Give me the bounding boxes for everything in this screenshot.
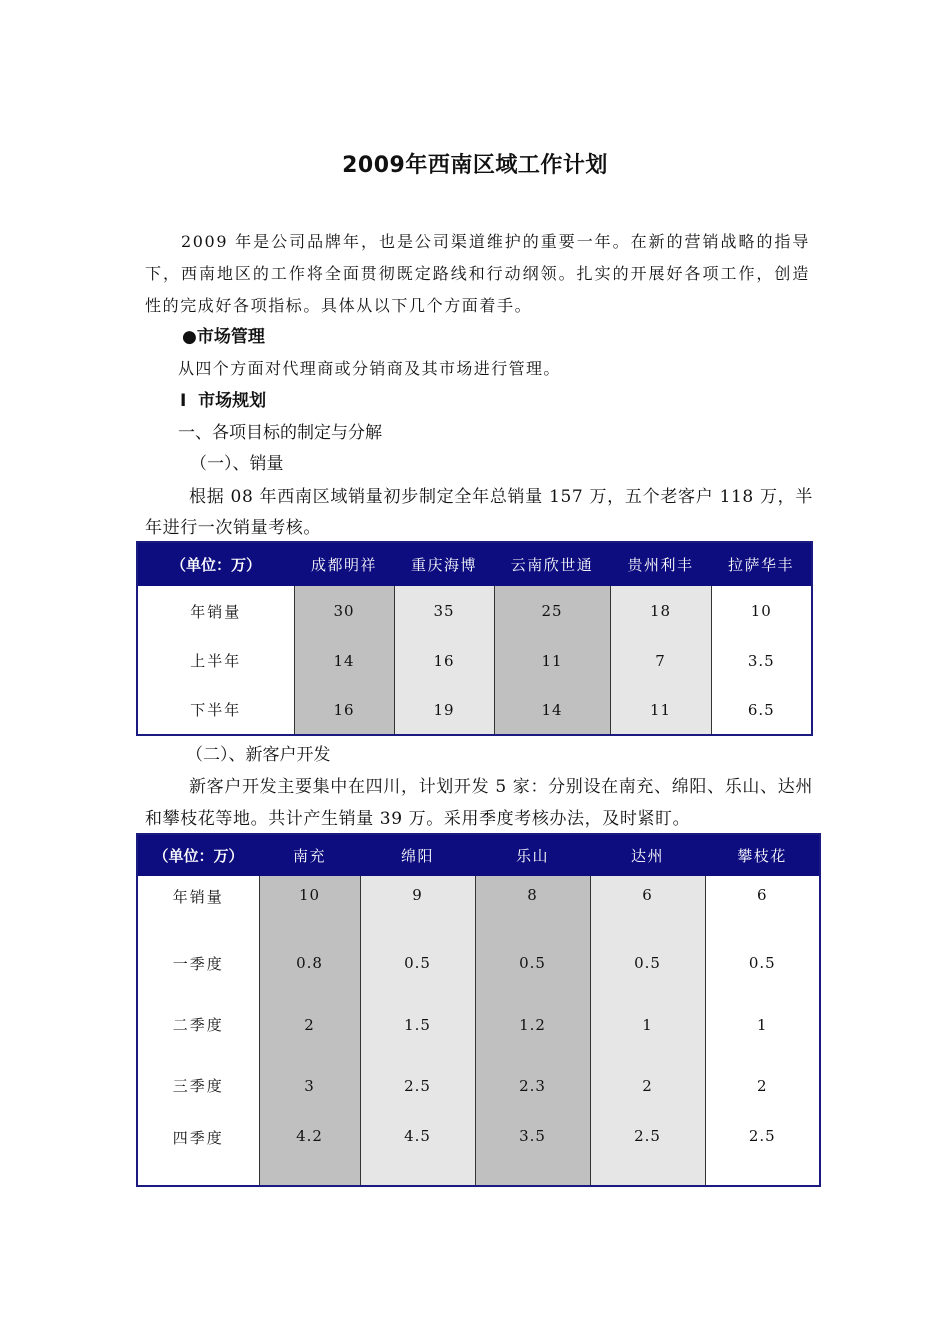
table-cell: 16	[294, 685, 394, 735]
table-cell: 16	[394, 636, 494, 685]
table-cell: 14	[494, 685, 610, 735]
row-label: 一季度	[137, 932, 259, 994]
table-cell: 11	[610, 685, 711, 735]
table-row	[137, 932, 820, 994]
table-row	[137, 1116, 820, 1186]
subheading-sales: （一）、销量	[190, 454, 284, 474]
item-heading-targets: 一、各项目标的制定与分解	[178, 423, 382, 443]
table-cell: 14	[294, 636, 394, 685]
table-cell: 9	[360, 876, 475, 932]
table-cell: 0.5	[360, 932, 475, 994]
table-cell: 30	[294, 586, 394, 636]
table-cell: 0.5	[590, 932, 705, 994]
table-cell: 2	[259, 994, 360, 1055]
row-label: 上半年	[137, 636, 294, 685]
column-header: 乐山	[475, 834, 590, 876]
column-header: 云南欣世通	[494, 542, 610, 586]
table-cell: 6	[705, 876, 820, 932]
column-header: 拉萨华丰	[711, 542, 812, 586]
column-header: 成都明祥	[294, 542, 394, 586]
table-cell: 1	[705, 994, 820, 1055]
table-cell: 3	[259, 1055, 360, 1116]
table-cell: 0.5	[705, 932, 820, 994]
table-cell: 6	[590, 876, 705, 932]
market-description: 从四个方面对代理商或分销商及其市场进行管理。	[178, 359, 561, 378]
page-title: 2009年西南区域工作计划	[342, 153, 608, 178]
row-label: 年销量	[137, 876, 259, 932]
table-header-row	[137, 542, 812, 586]
table-cell: 0.8	[259, 932, 360, 994]
column-header: 南充	[259, 834, 360, 876]
unit-header: （单位：万）	[137, 834, 259, 876]
column-header: 贵州利丰	[610, 542, 711, 586]
table-cell: 10	[711, 586, 812, 636]
table-cell: 3.5	[711, 636, 812, 685]
table-cell: 2.5	[360, 1055, 475, 1116]
table-cell: 25	[494, 586, 610, 636]
row-label: 年销量	[137, 586, 294, 636]
intro-paragraph: 2009 年是公司品牌年，也是公司渠道维护的重要一年。在新的营销战略的指导下，西南地区的工作将全面贯彻既定路线和行动纲领。扎实的开展好各项工作，创造性的完成好各项指标。具体从以下几个方面着手。	[145, 232, 810, 315]
table-row	[137, 1055, 820, 1116]
table-cell: 0.5	[475, 932, 590, 994]
table-row	[137, 994, 820, 1055]
table-cell: 1	[590, 994, 705, 1055]
table-cell: 7	[610, 636, 711, 685]
new-clients-paragraph: 新客户开发主要集中在四川，计划开发 5 家：分别设在南充、绵阳、乐山、达州和攀枝花等地。共计产生销量 39 万。采用季度考核办法，及时紧盯。	[145, 777, 813, 829]
row-label: 下半年	[137, 685, 294, 735]
table-cell: 2.3	[475, 1055, 590, 1116]
table-cell: 2.5	[705, 1116, 820, 1186]
table-cell: 11	[494, 636, 610, 685]
column-header: 重庆海博	[394, 542, 494, 586]
table-cell: 1.5	[360, 994, 475, 1055]
table-cell: 2.5	[590, 1116, 705, 1186]
subheading-new-clients: （二）、新客户开发	[186, 745, 331, 765]
table-cell: 18	[610, 586, 711, 636]
row-label: 三季度	[137, 1055, 259, 1116]
row-label: 二季度	[137, 994, 259, 1055]
table-cell: 1.2	[475, 994, 590, 1055]
sales-target-table	[136, 541, 813, 736]
table-cell: 10	[259, 876, 360, 932]
table-cell: 2	[590, 1055, 705, 1116]
table-row	[137, 685, 812, 735]
table-row	[137, 876, 820, 932]
row-label: 四季度	[137, 1116, 259, 1186]
new-clients-table	[136, 833, 821, 1187]
table-cell: 4.2	[259, 1116, 360, 1186]
table-row	[137, 586, 812, 636]
table-cell: 4.5	[360, 1116, 475, 1186]
section-heading-market: ●市场管理	[182, 327, 265, 347]
sales-paragraph: 根据 08 年西南区域销量初步制定全年总销量 157 万，五个老客户 118 万，半年进行一次销量考核。	[145, 487, 813, 538]
unit-header: （单位：万）	[137, 542, 294, 586]
table-cell: 8	[475, 876, 590, 932]
column-header: 绵阳	[360, 834, 475, 876]
table-cell: 3.5	[475, 1116, 590, 1186]
column-header: 攀枝花	[705, 834, 820, 876]
table-cell: 35	[394, 586, 494, 636]
table-cell: 6.5	[711, 685, 812, 735]
table-cell: 2	[705, 1055, 820, 1116]
table-row	[137, 636, 812, 685]
table-header-row	[137, 834, 820, 876]
table-cell: 19	[394, 685, 494, 735]
column-header: 达州	[590, 834, 705, 876]
section-heading-planning: Ⅰ 市场规划	[180, 391, 267, 411]
